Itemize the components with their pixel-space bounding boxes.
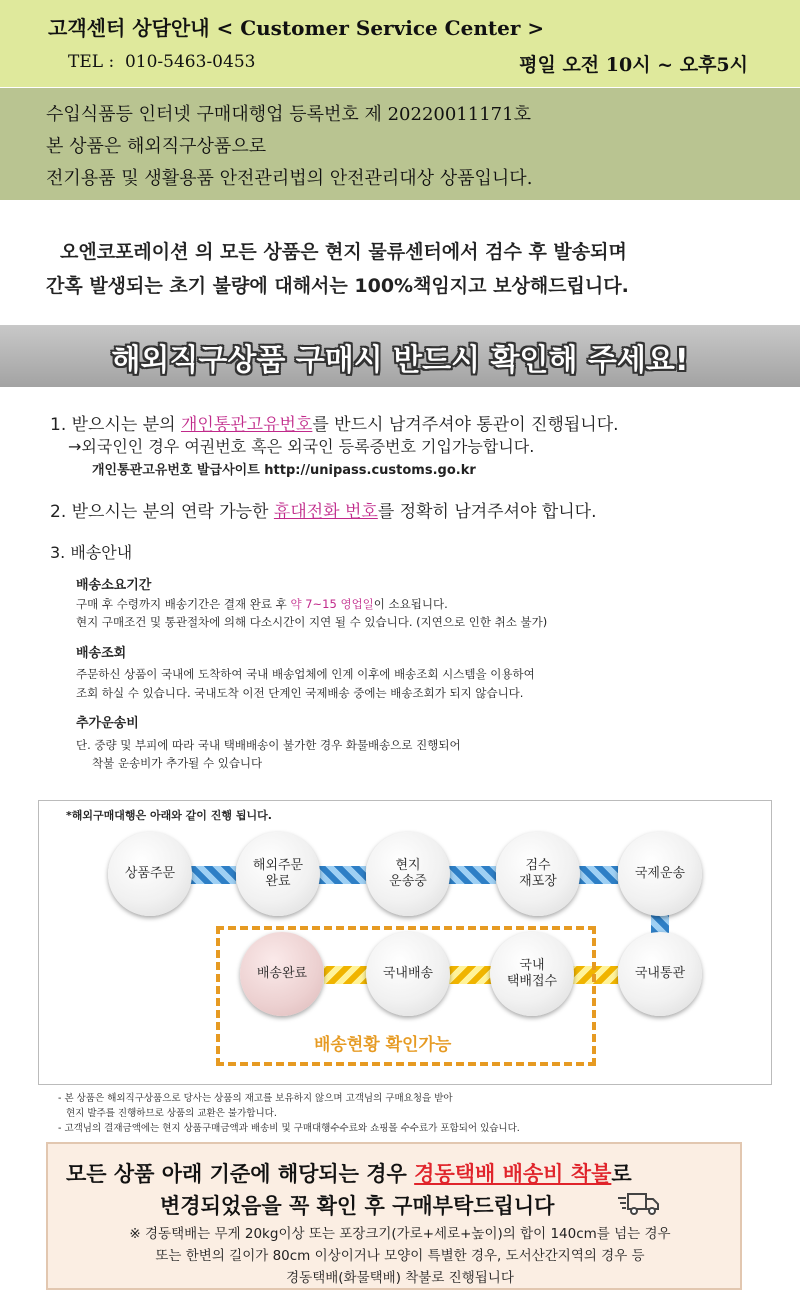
tracking-text-1: 주문하신 상품이 국내에 도착하여 국내 배송업체에 인계 이후에 배송조회 시스템을 이용하여 — [76, 667, 535, 681]
flow-arrow — [188, 866, 236, 884]
header-phone — [68, 52, 255, 72]
step-order: 상품주문 — [108, 832, 192, 916]
footnote-1a: - 본 상품은 해외직구상품으로 당사는 상품의 재고를 보유하지 않으며 고객님의 구매요청을 받아 — [58, 1093, 453, 1104]
step-domestic-delivery: 국내배송 — [366, 932, 450, 1016]
notice-detail-2: 또는 한변의 길이가 80cm 이상이거나 모양이 특별한 경우, 도서산간지역의 경우 등 — [155, 1248, 645, 1264]
phone-label: TEL : — [68, 52, 115, 72]
note-3: 3. 배송안내 — [50, 543, 133, 562]
header-band — [0, 0, 800, 87]
extra-shipping-text-1: 단. 중량 및 부피에 따라 국내 택배배송이 불가한 경우 화물배송으로 진행되어 — [76, 738, 461, 752]
tracking-heading: 배송조회 — [76, 646, 127, 661]
notice-line-1 — [66, 1158, 632, 1188]
notice-highlight: 경동택배 배송비 착불 — [414, 1162, 612, 1186]
step-inspection: 검수 재포장 — [496, 832, 580, 916]
extra-shipping-heading: 추가운송비 — [76, 716, 139, 731]
guarantee-line-1: 오엔코포레이션 의 모든 상품은 현지 물류센터에서 검수 후 발송되며 — [60, 241, 627, 263]
period-highlight: 약 7~15 영업일 — [290, 597, 374, 611]
note-1 — [50, 410, 619, 435]
registration-band — [0, 88, 800, 200]
warning-banner — [0, 325, 800, 387]
step-local-transit: 현지 운송중 — [366, 832, 450, 916]
step-overseas-order: 해외주문 완료 — [236, 832, 320, 916]
notice-detail-1: ※ 경동택배는 무게 20kg이상 또는 포장크기(가로+세로+높이)의 합이 140cm를 넘는 경우 — [129, 1226, 671, 1242]
note-2 — [50, 497, 597, 522]
footnote-2: - 고객님의 결재금액에는 현지 상품구매금액과 배송비 및 구매대행수수료와 쇼핑몰 수수료가 포함되어 있습니다. — [58, 1123, 520, 1134]
phone-number[interactable]: 010-5463-0453 — [124, 52, 256, 72]
note-1-sub: →외국인인 경우 여권번호 혹은 외국인 등록증번호 기입가능합니다. — [68, 437, 535, 456]
flow-arrow — [578, 866, 618, 884]
note-1-suffix: 를 반드시 남겨주셔야 통관이 진행됩니다. — [312, 415, 619, 435]
note-2-prefix: 2. 받으시는 분의 연락 가능한 — [50, 502, 274, 522]
note-1-site[interactable]: 개인통관고유번호 발급사이트 http://unipass.customs.go.kr — [92, 463, 476, 478]
note-1-prefix: 1. 받으시는 분의 — [50, 415, 181, 435]
notice-suffix: 로 — [611, 1162, 632, 1186]
extra-shipping-text-2: 착불 운송비가 추가될 수 있습니다 — [92, 756, 263, 770]
step-delivered: 배송완료 — [240, 932, 324, 1016]
flow-arrow — [318, 866, 366, 884]
banner-title: 해외직구상품 구매시 반드시 확인해 주세요! — [111, 343, 689, 378]
footnote-1b: 현지 발주를 진행하므로 상품의 교환은 불가합니다. — [66, 1108, 277, 1119]
tracking-label: 배송현황 확인가능 — [314, 1035, 452, 1055]
period-prefix: 구매 후 수령까지 배송기간은 결재 완료 후 — [76, 597, 291, 611]
tracking-text-2: 조회 하실 수 있습니다. 국내도착 이전 단계인 국제배송 중에는 배송조회가 되지 않습니다. — [76, 686, 524, 700]
business-hours: 평일 오전 10시 ~ 오후5시 — [519, 54, 748, 76]
period-suffix: 이 소요됩니다. — [373, 597, 448, 611]
guarantee-line-2: 간혹 발생되는 초기 불량에 대해서는 100%책임지고 보상해드립니다. — [46, 275, 629, 297]
registration-line-1: 수입식품등 인터넷 구매대행업 등록번호 제 20220011171호 — [46, 104, 531, 125]
step-international: 국제운송 — [618, 832, 702, 916]
notice-prefix: 모든 상품 아래 기준에 해당되는 경우 — [66, 1162, 415, 1186]
notice-line-2: 변경되었음을 꼭 확인 후 구매부탁드립니다 — [160, 1194, 555, 1218]
phone-highlight: 휴대전화 번호 — [273, 502, 378, 522]
registration-line-3: 전기용품 및 생활용품 안전관리법의 안전관리대상 상품입니다. — [46, 168, 533, 189]
truck-icon — [618, 1190, 660, 1220]
delivery-period-heading: 배송소요기간 — [76, 578, 152, 593]
note-2-suffix: 를 정확히 남겨주셔야 합니다. — [377, 502, 597, 522]
step-customs: 국내통관 — [618, 932, 702, 1016]
header-title: 고객센터 상담안내 < Customer Service Center > — [48, 16, 545, 40]
customs-id-highlight: 개인통관고유번호 — [180, 415, 313, 435]
step-courier-intake: 국내 택배접수 — [490, 932, 574, 1016]
process-caption: *해외구매대행은 아래와 같이 진행 됩니다. — [66, 809, 272, 822]
delivery-period-text-1 — [76, 596, 448, 612]
delivery-period-text-2: 현지 구매조건 및 통관절차에 의해 다소시간이 지연 될 수 있습니다. (지연으로 인한 취소 불가) — [76, 615, 548, 629]
flow-arrow — [448, 866, 496, 884]
notice-detail-3: 경동택배(화물택배) 착불로 진행됩니다 — [286, 1270, 514, 1286]
registration-line-2: 본 상품은 해외직구상품으로 — [46, 136, 267, 157]
